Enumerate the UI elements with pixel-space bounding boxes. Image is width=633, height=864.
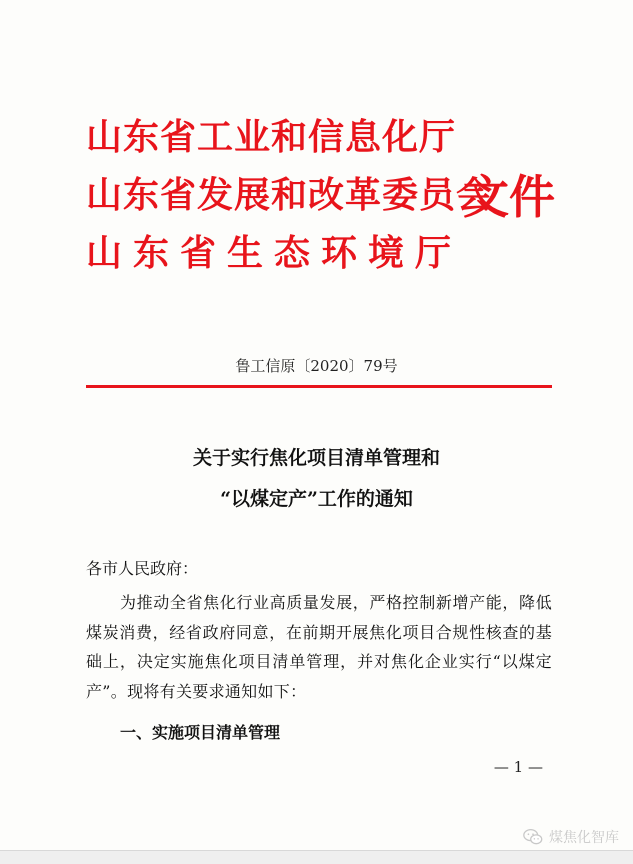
salutation: 各市人民政府： [86, 559, 199, 578]
red-divider [86, 385, 552, 388]
section-heading: 一、实施项目清单管理 [120, 723, 281, 742]
body-paragraph: 为推动全省焦化行业高质量发展，严格控制新增产能，降低煤炭消费，经省政府同意，在前期开展焦化项目合规性核查的基础上，决定实施焦化项目清单管理，并对焦化企业实行“以煤定产”。现将有关要求通知如下： [86, 593, 552, 701]
document-title-line-1: 关于实行焦化项目清单管理和 [192, 447, 440, 469]
watermark [522, 826, 619, 848]
authority-ecology-environment: 山东省生态环境厅 [86, 232, 463, 274]
authority-list [86, 108, 493, 282]
page-number: — 1 — [493, 758, 543, 776]
bottom-bar [0, 850, 633, 864]
issuing-authorities-header [86, 108, 556, 298]
document-title-line-2: “以煤定产”工作的通知 [220, 488, 413, 510]
watermark-text: 煤焦化智库 [549, 830, 619, 846]
wechat-icon [522, 826, 544, 848]
file-label: 文件 [463, 170, 555, 224]
authority-development-reform: 山东省发展和改革委员会 [86, 174, 494, 216]
authority-industry-it: 山东省工业和信息化厅 [86, 116, 457, 158]
document-number: 鲁工信原〔2020〕79号 [235, 357, 398, 375]
